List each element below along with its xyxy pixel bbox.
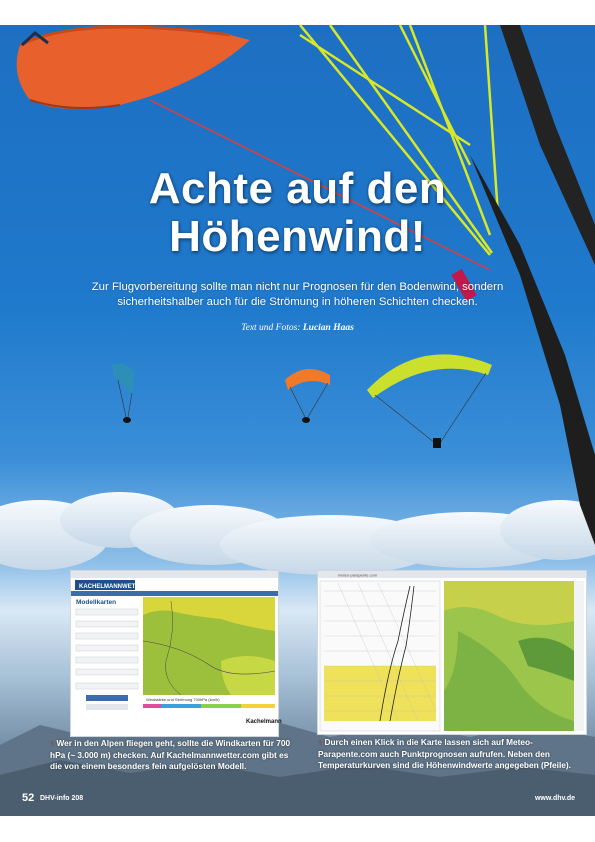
caption1-text: Wer in den Alpen fliegen geht, sollte die Windkarten für 700 hPa (~ 3.000 m) checken. Auf Kachelmannwetter.com gibt es die von einem besonders fein aufgelösten Modell. [50, 738, 291, 771]
meteo-parapente-screenshot-image [318, 571, 586, 734]
kachelmann-panel-title: Modellkarten [76, 599, 117, 606]
meteo-url: meteo-parapente.com [338, 572, 378, 578]
magazine-page [0, 25, 595, 816]
caption-arrow-icon: ↑ [318, 737, 323, 747]
caption-screenshot1 [50, 738, 295, 773]
byline [0, 323, 595, 333]
lead-line2: sicherheitshalber auch für die Strömung in höheren Schichten checken. [117, 296, 478, 308]
screenshot-meteo-parapente [317, 570, 587, 735]
page-footer [0, 792, 595, 810]
page-number: 52 [22, 792, 35, 804]
paraglider-yellow [367, 354, 492, 448]
caption-screenshot2 [318, 737, 590, 772]
caption2-text: Durch einen Klick in die Karte lassen sich auf Meteo-Parapente.com auch Punktprognosen aufrufen. Neben den Temperaturkurven sind die Höhenwindwerte angegeben (Pfeile). [318, 737, 571, 770]
paraglider-orange-small [285, 369, 330, 423]
paraglider-blue [112, 364, 135, 423]
clouds [0, 492, 595, 575]
magazine-name: DHV-info 208 [40, 795, 84, 802]
article-title-line2: Höhenwind! [169, 212, 426, 261]
kachelmann-brand: KACHELMANNWETTER [79, 584, 148, 590]
footer-url: www.dhv.de [534, 795, 575, 802]
article-lead [30, 280, 565, 310]
kachelmann-screenshot-image [71, 571, 282, 736]
byline-prefix: Text und Fotos: [241, 323, 303, 333]
lead-line1: Zur Flugvorbereitung sollte man nicht nur Prognosen für den Bodenwind, sondern [91, 281, 504, 293]
screenshot-kachelmannwetter [70, 570, 282, 737]
byline-author: Lucian Haas [302, 323, 354, 333]
kachelmann-chart-caption: Windstärke und Strömung 700hPa (km/h) [146, 697, 220, 702]
kachelmann-logo: Kachelmann [246, 719, 282, 725]
article-title-line1: Achte auf den [148, 164, 447, 213]
orange-paraglider-wing [17, 27, 250, 109]
caption-arrow-icon: ↑ [50, 738, 55, 748]
